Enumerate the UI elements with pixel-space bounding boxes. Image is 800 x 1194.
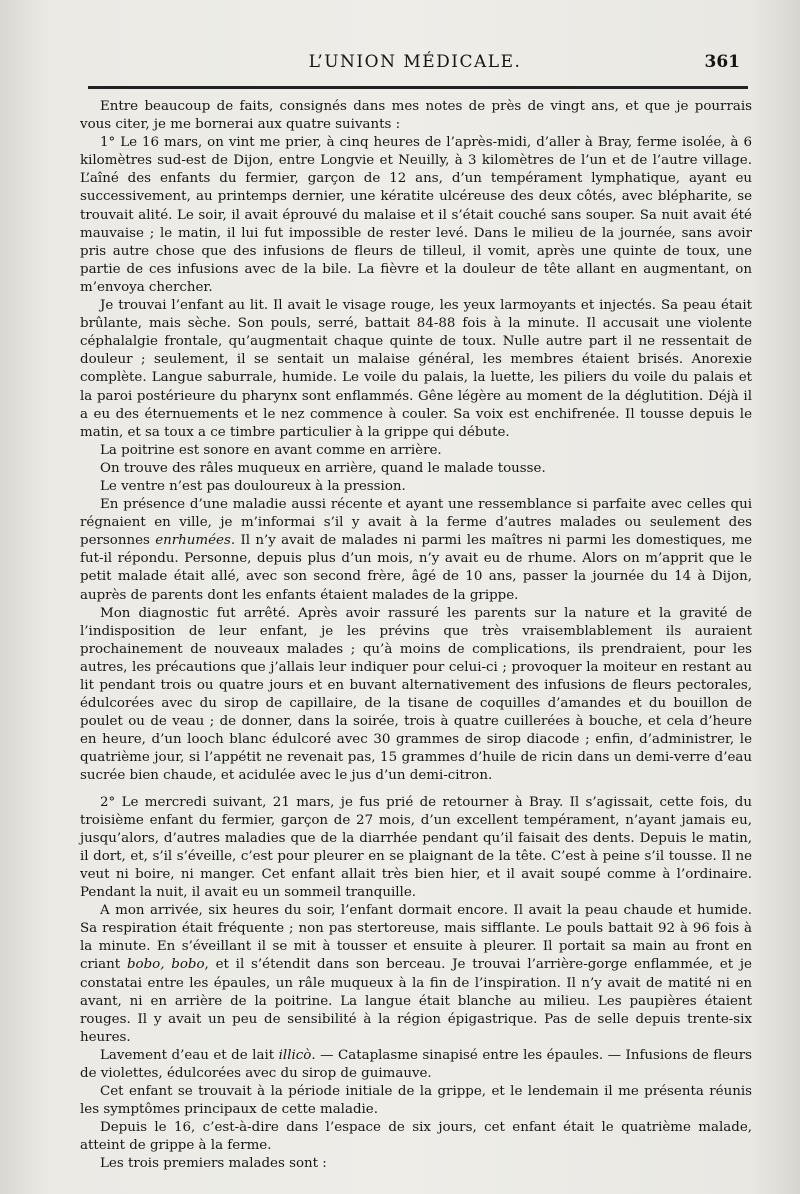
- paragraph: Cet enfant se trouvait à la période initiale de la grippe, et le lendemain il me présenta réunis les symptômes principaux de cette maladie.: [80, 1084, 752, 1118]
- running-title: L’UNION MÉDICALE.: [308, 52, 522, 72]
- paragraph-text: . Il n’y avait de malades ni parmi les maîtres ni parmi les domestiques, me fut-il répondu. Personne, depuis plus d’un mois, n’y avait eu de rhume. Alors on m’apprit que le petit malade était allé, avec son second frère, âgé de 10 ans, passer la journée du 14 à Dijon, auprès de parents dont les enfants étaient malades de la grippe.: [80, 533, 753, 603]
- paragraph: On trouve des râles muqueux en arrière, quand le malade tousse.: [100, 460, 546, 476]
- page-header: [82, 52, 748, 78]
- paragraph-text: En présence d’une maladie aussi récente et ayant une ressemblance si parfaite avec celles qui régnaient en ville, je m’informai s’il y avait à la ferme d’autres malades ou seulement des personnes: [80, 497, 752, 549]
- paragraph: La poitrine est sonore en avant comme en arrière.: [100, 442, 442, 458]
- paragraph: Entre beaucoup de faits, consignés dans mes notes de près de vingt ans, et que je pourrais vous citer, je me bornerai aux quatre suivants :: [80, 99, 752, 133]
- paragraph: Mon diagnostic fut arrêté. Après avoir rassuré les parents sur la nature et la gravité de l’indisposition de leur enfant, je les prévins que très vraisemblablement ils auraient prochainement de nouveaux malades ; qu’à moins de complications, ils prendraient, pour les autres, les précautions que j’allais leur indiquer pour celui-ci ; provoquer la moiteur en restant au lit pendant trois ou quatre jours et en buvant alternativement des infusions de fleurs pectorales, édulcorées avec du sirop de capillaire, de la tisane de coquilles d’amandes et du bouillon de poulet ou de veau ; de donner, dans la soirée, trois à quatre cuillerées à bouche, et cela d’heure en heure, d’un looch blanc édulcoré avec 30 grammes de sirop diacode ; enfin, d’administrer, le quatrième jour, si l’appétit ne revenait pas, 15 grammes d’huile de ricin dans un demi-verre d’eau sucrée bien chaude, et acidulée avec le jus d’un demi-citron.: [80, 605, 752, 784]
- paragraph: Les trois premiers malades sont :: [100, 1156, 327, 1172]
- paragraph: 2° Le mercredi suivant, 21 mars, je fus prié de retourner à Bray. Il s’agissait, cette fois, du troisième enfant du fermier, garçon de 27 mois, d’un excellent tempérament, n’ayant jamais eu, jusqu’alors, d’autres maladies que de la diarrhée pendant qu’il faisait des dents. Depuis le matin, il dort, et, s’il s’éveille, c’est pour pleurer en se plaignant de la tête. C’est à peine s’il tousse. Il ne veut ni boire, ni manger. Cet enfant allait très bien hier, et il avait soupé comme à l’ordinaire. Pendant la nuit, il avait eu un sommeil tranquille.: [80, 794, 752, 901]
- emphasis: enrhumées: [155, 533, 231, 549]
- page-number: 361: [704, 52, 740, 72]
- paragraph-text: A mon arrivée, six heures du soir, l’enfant dormait encore. Il avait la peau chaude et humide. Sa respiration était fréquente ; non pas stertoreuse, mais sifflante. Le pouls battait 92 à 96 fois à la minute. En s’éveillant il se mit à tousser et ensuite à pleurer. Il portait sa main au front en criant: [80, 903, 752, 973]
- paragraph-text: . — Cataplasme sinapisé entre les épaules. — Infusions de fleurs de violettes, édulcorées avec du sirop de guimauve.: [80, 1047, 752, 1081]
- paragraph: [80, 496, 752, 605]
- paragraph: Depuis le 16, c’est-à-dire dans l’espace de six jours, cet enfant était le quatrième malade, atteint de grippe à la ferme.: [80, 1120, 752, 1154]
- article-body: [80, 98, 752, 1174]
- emphasis: illicò: [278, 1047, 312, 1063]
- header-rule: [88, 86, 748, 89]
- paragraph-text: Lavement d’eau et de lait: [100, 1047, 279, 1063]
- paragraph-text: , et il s’étendit dans son berceau. Je trouvai l’arrière-gorge enflammée, et je constatai entre les épaules, un râle muqueux à la fin de l’inspiration. Il n’y avait de matité ni en avant, ni en arrière de la poitrine. La langue était blanche au milieu. Les paupières étaient rouges. Il y avait un peu de sensibilité à la région épigastrique. Pas de selle depuis trente-six heures.: [80, 957, 752, 1045]
- emphasis: bobo, bobo: [126, 957, 205, 973]
- paragraph: [80, 1047, 752, 1083]
- paragraph: 1° Le 16 mars, on vint me prier, à cinq heures de l’après-midi, d’aller à Bray, ferme isolée, à 6 kilomètres sud-est de Dijon, entre Longvie et Neuilly, à 3 kilomètres de l’un et de l’autre village. L’aîné des enfants du fermier, garçon de 12 ans, d’un tempérament lymphatique, ayant eu successivement, au printemps dernier, une kératite ulcéreuse des deux côtés, avec blépharite, se trouvait alité. Le soir, il avait éprouvé du malaise et il s’était couché sans souper. Sa nuit avait été mauvaise ; le matin, il lui fut impossible de rester levé. Dans le milieu de la journée, sans avoir pris autre chose que des infusions de fleurs de tilleul, il vomit, après une quinte de toux, une partie de ces infusions avec de la bile. La fièvre et la douleur de tête allant en augmentant, on m’envoya chercher.: [80, 135, 752, 295]
- paragraph: Je trouvai l’enfant au lit. Il avait le visage rouge, les yeux larmoyants et injectés. Sa peau était brûlante, mais sèche. Son pouls, serré, battait 84-88 fois à la minute. Il accusait une violente céphalalgie frontale, qu’augmentait chaque quinte de toux. Nulle autre part il ne ressentait de douleur ; seulement, il se sentait un malaise général, les membres étaient brisés. Anorexie complète. Langue saburrale, humide. Le voile du palais, la luette, les piliers du voile du palais et la paroi postérieure du pharynx sont enflammés. Gêne légère au moment de la déglutition. Déjà il a eu des éternuements et le nez commence à couler. Sa voix est enchifrenée. Il tousse depuis le matin, et sa toux a ce timbre particulier à la grippe qui débute.: [80, 298, 752, 440]
- paragraph: Le ventre n’est pas douloureux à la pression.: [100, 478, 406, 494]
- paragraph: [80, 902, 752, 1047]
